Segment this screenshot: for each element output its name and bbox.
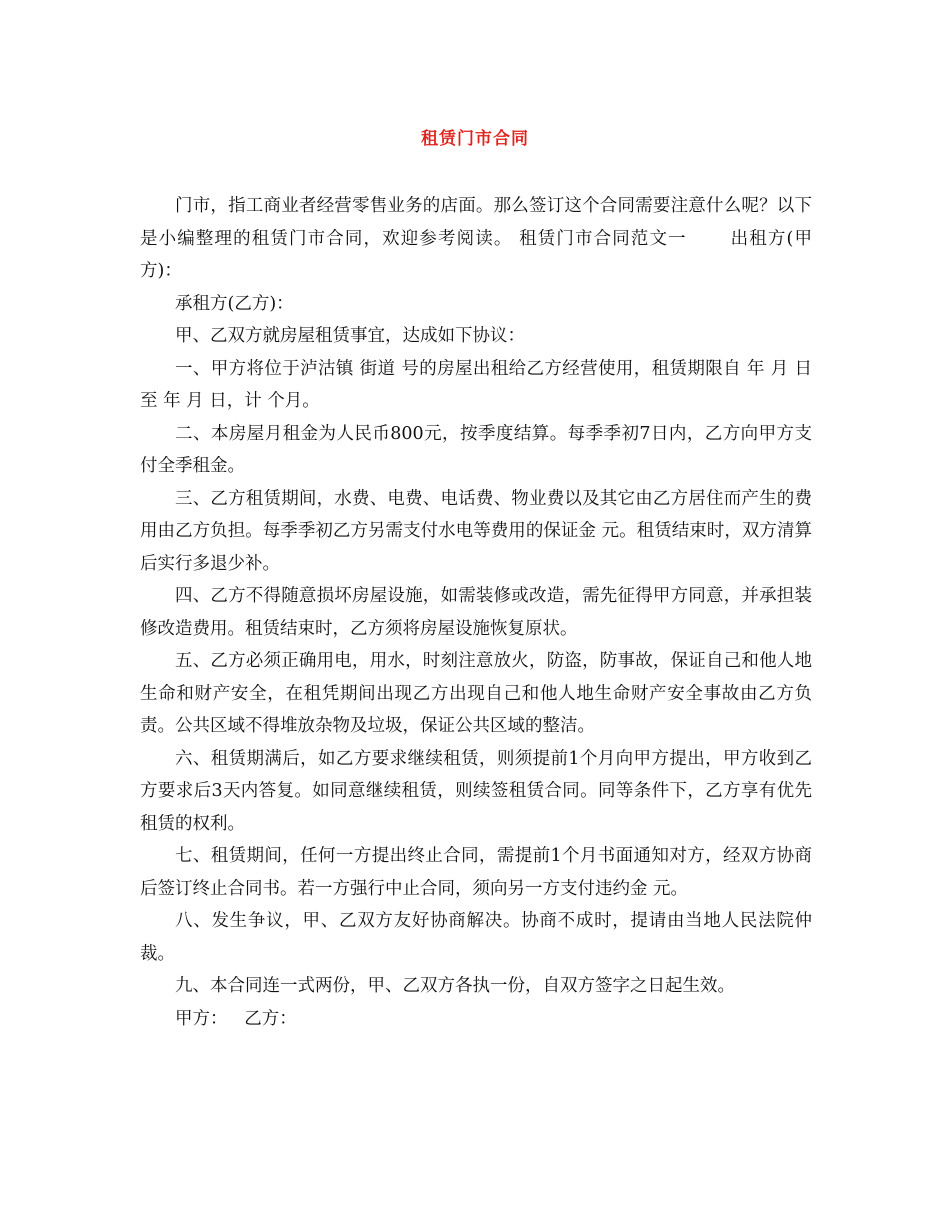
clause-1: 一、甲方将位于泸沽镇 街道 号的房屋出租给乙方经营使用，租赁期限自 年 月 日至 年 月 日，计 个月。 [140, 358, 812, 411]
clause-2: 二、本房屋月租金为人民币800元，按季度结算。每季季初7日内，乙方向甲方支付全季租金。 [140, 423, 812, 476]
clause-3: 三、乙方租赁期间，水费、电费、电话费、物业费以及其它由乙方居住而产生的费用由乙方负担。每季季初乙方另需支付水电等费用的保证金 元。租赁结束时，双方清算后实行多退少补。 [140, 488, 812, 574]
clause-6: 六、租赁期满后，如乙方要求继续租赁，则须提前1个月向甲方提出，甲方收到乙方要求后3天内答复。如同意继续租赁，则续签租赁合同。同等条件下，乙方享有优先租赁的权利。 [140, 748, 812, 834]
paragraph-agreement: 甲、乙双方就房屋租赁事宜，达成如下协议： [175, 326, 525, 346]
clause-4: 四、乙方不得随意损坏房屋设施，如需装修或改造，需先征得甲方同意，并承担装修改造费用。租赁结束时，乙方须将房屋设施恢复原状。 [140, 586, 812, 639]
document-title: 租赁门市合同 [421, 129, 529, 149]
signature-line [140, 1003, 812, 1036]
paragraph-lessee: 承租方(乙方)： [175, 293, 294, 314]
party-b-signature: 乙方： [244, 1008, 297, 1029]
party-a-signature: 甲方： [175, 1008, 228, 1029]
clause-7: 七、租赁期间，任何一方提出终止合同，需提前1个月书面通知对方，经双方协商后签订终止合同书。若一方强行中止合同，须向另一方支付违约金 元。 [140, 846, 812, 899]
document-body [140, 190, 812, 1035]
clause-8: 八、发生争议，甲、乙双方友好协商解决。协商不成时，提请由当地人民法院仲裁。 [140, 911, 812, 964]
clause-5: 五、乙方必须正确用电，用水，时刻注意放火，防盗，防事故，保证自己和他人地生命和财产安全，在租凭期间出现乙方出现自己和他人地生命财产安全事故由乙方负责。公共区域不得堆放杂物及垃圾，保证公共区域的整洁。 [140, 651, 812, 736]
clause-9: 九、本合同连一式两份，甲、乙双方各执一份，自双方签字之日起生效。 [175, 976, 735, 996]
paragraph-intro: 门市，指工商业者经营零售业务的店面。那么签订这个合同需要注意什么呢？以下是小编整理的租赁门市合同，欢迎参考阅读。 租赁门市合同范文一 出租方(甲方)： [140, 196, 812, 281]
